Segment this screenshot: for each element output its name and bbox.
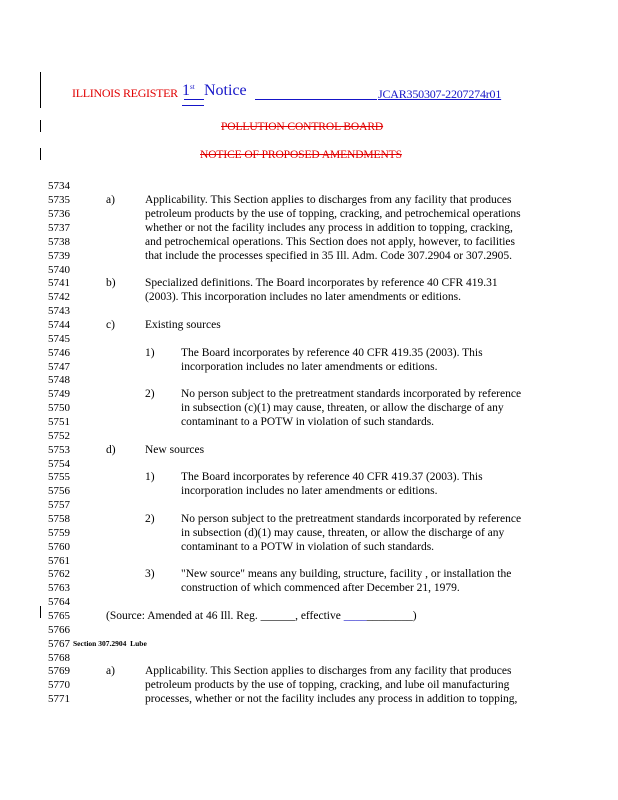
notice-label: Notice	[204, 82, 247, 99]
line-number: 5744	[48, 319, 70, 331]
paragraph-line: construction of which commenced after December 21, 1979.	[181, 582, 460, 594]
line-number: 5769	[48, 665, 70, 677]
line-number: 5736	[48, 208, 70, 220]
paragraph-line: petroleum products by the use of topping, cracking, and lube oil manufacturing	[145, 679, 510, 691]
page-number-suffix: st	[190, 83, 195, 91]
line-number: 5765	[48, 610, 70, 622]
line-number: 5757	[48, 499, 70, 511]
paragraph-line: Applicability. This Section applies to discharges from any facility that produces	[145, 665, 512, 677]
line-number: 5734	[48, 180, 70, 192]
subsection-marker: a)	[106, 194, 115, 206]
paragraph-line: processes, whether or not the facility includes any process in addition to topping,	[145, 693, 518, 705]
line-number: 5745	[48, 333, 70, 345]
item-marker: 3)	[145, 568, 155, 580]
paragraph-line: "New source" means any building, structure, facility , or installation the	[181, 568, 512, 580]
revision-bar	[40, 72, 41, 108]
source-blank-inserted: ____	[343, 610, 367, 622]
line-number: 5766	[48, 624, 70, 636]
line-number: 5768	[48, 652, 70, 664]
line-number: 5755	[48, 471, 70, 483]
line-number: 5761	[48, 555, 70, 567]
section-heading	[73, 637, 147, 651]
subsection-marker: b)	[106, 277, 116, 289]
page-number: 1st	[182, 82, 195, 99]
paragraph-line: in subsection (d)(1) may cause, threaten, or allow the discharge of any	[181, 527, 505, 539]
source-blank: ______	[260, 610, 296, 622]
line-number: 5748	[48, 374, 70, 386]
subsection-marker: d)	[106, 444, 116, 456]
board-title: POLLUTION CONTROL BOARD	[221, 121, 384, 133]
revision-bar	[40, 120, 41, 132]
line-number: 5763	[48, 582, 70, 594]
line-number: 5750	[48, 402, 70, 414]
line-number: 5738	[48, 236, 70, 248]
paragraph-line: contaminant to a POTW in violation of such standards.	[181, 541, 435, 553]
line-number: 5739	[48, 250, 70, 262]
paragraph-line: (2003). This incorporation includes no later amendments or editions.	[145, 291, 461, 303]
paragraph-line: The Board incorporates by reference 40 CFR 419.37 (2003). This	[181, 471, 483, 483]
revision-bar	[40, 148, 41, 160]
subsection-marker: a)	[106, 665, 115, 677]
paragraph-line: incorporation includes no later amendments or editions.	[181, 485, 438, 497]
paragraph-line: No person subject to the pretreatment standards incorporated by reference	[181, 513, 522, 525]
line-number: 5762	[48, 568, 70, 580]
line-number: 5764	[48, 596, 70, 608]
paragraph-line: No person subject to the pretreatment standards incorporated by reference	[181, 388, 522, 400]
register-label: ILLINOIS REGISTER	[72, 86, 178, 100]
line-number: 5740	[48, 264, 70, 276]
source-note: (Source: Amended at 46 Ill. Reg. ______, effective ____________)	[106, 610, 417, 622]
jcar-id: JCAR350307-2207274r01	[378, 87, 502, 101]
paragraph-line: whether or not the facility includes any process in addition to topping, cracking,	[145, 222, 513, 234]
line-number: 5771	[48, 693, 70, 705]
line-number: 5743	[48, 305, 70, 317]
subsection-marker: c)	[106, 319, 115, 331]
line-number: 5758	[48, 513, 70, 525]
line-number: 5746	[48, 347, 70, 359]
line-number: 5742	[48, 291, 70, 303]
line-number: 5753	[48, 444, 70, 456]
paragraph-line: that include the processes specified in 35 Ill. Adm. Code 307.2904 or 307.2905.	[145, 250, 512, 262]
subsection-heading: Existing sources	[145, 319, 221, 331]
section-label: Section 307.2904	[73, 639, 127, 648]
notice-underline	[255, 99, 377, 101]
line-number: 5767	[48, 638, 70, 650]
item-marker: 2)	[145, 513, 155, 525]
paragraph-line: petroleum products by the use of topping, cracking, and petrochemical operations	[145, 208, 521, 220]
line-number: 5749	[48, 388, 70, 400]
paragraph-line: and petrochemical operations. This Section does not apply, however, to facilities	[145, 236, 515, 248]
paragraph-line: Applicability. This Section applies to discharges from any facility that produces	[145, 194, 512, 206]
paragraph-line: Specialized definitions. The Board incorporates by reference 40 CFR 419.31	[145, 277, 498, 289]
item-marker: 1)	[145, 347, 155, 359]
line-number: 5759	[48, 527, 70, 539]
section-title: Lube	[130, 639, 147, 648]
revision-bar	[40, 606, 41, 618]
line-number: 5752	[48, 430, 70, 442]
line-number: 5756	[48, 485, 70, 497]
source-blank: ________	[366, 610, 413, 622]
line-number: 5760	[48, 541, 70, 553]
item-marker: 2)	[145, 388, 155, 400]
paragraph-line: incorporation includes no later amendments or editions.	[181, 361, 438, 373]
line-number: 5747	[48, 361, 70, 373]
item-marker: 1)	[145, 471, 155, 483]
line-number: 5735	[48, 194, 70, 206]
line-number: 5770	[48, 679, 70, 691]
line-number: 5737	[48, 222, 70, 234]
line-number: 5754	[48, 458, 70, 470]
subsection-heading: New sources	[145, 444, 205, 456]
notice-title: NOTICE OF PROPOSED AMENDMENTS	[200, 149, 402, 161]
line-number: 5741	[48, 277, 70, 289]
paragraph-line: The Board incorporates by reference 40 CFR 419.35 (2003). This	[181, 347, 483, 359]
paragraph-line: contaminant to a POTW in violation of such standards.	[181, 416, 435, 428]
line-number: 5751	[48, 416, 70, 428]
paragraph-line: in subsection (c)(1) may cause, threaten, or allow the discharge of any	[181, 402, 504, 414]
page-number-underline	[182, 105, 194, 106]
